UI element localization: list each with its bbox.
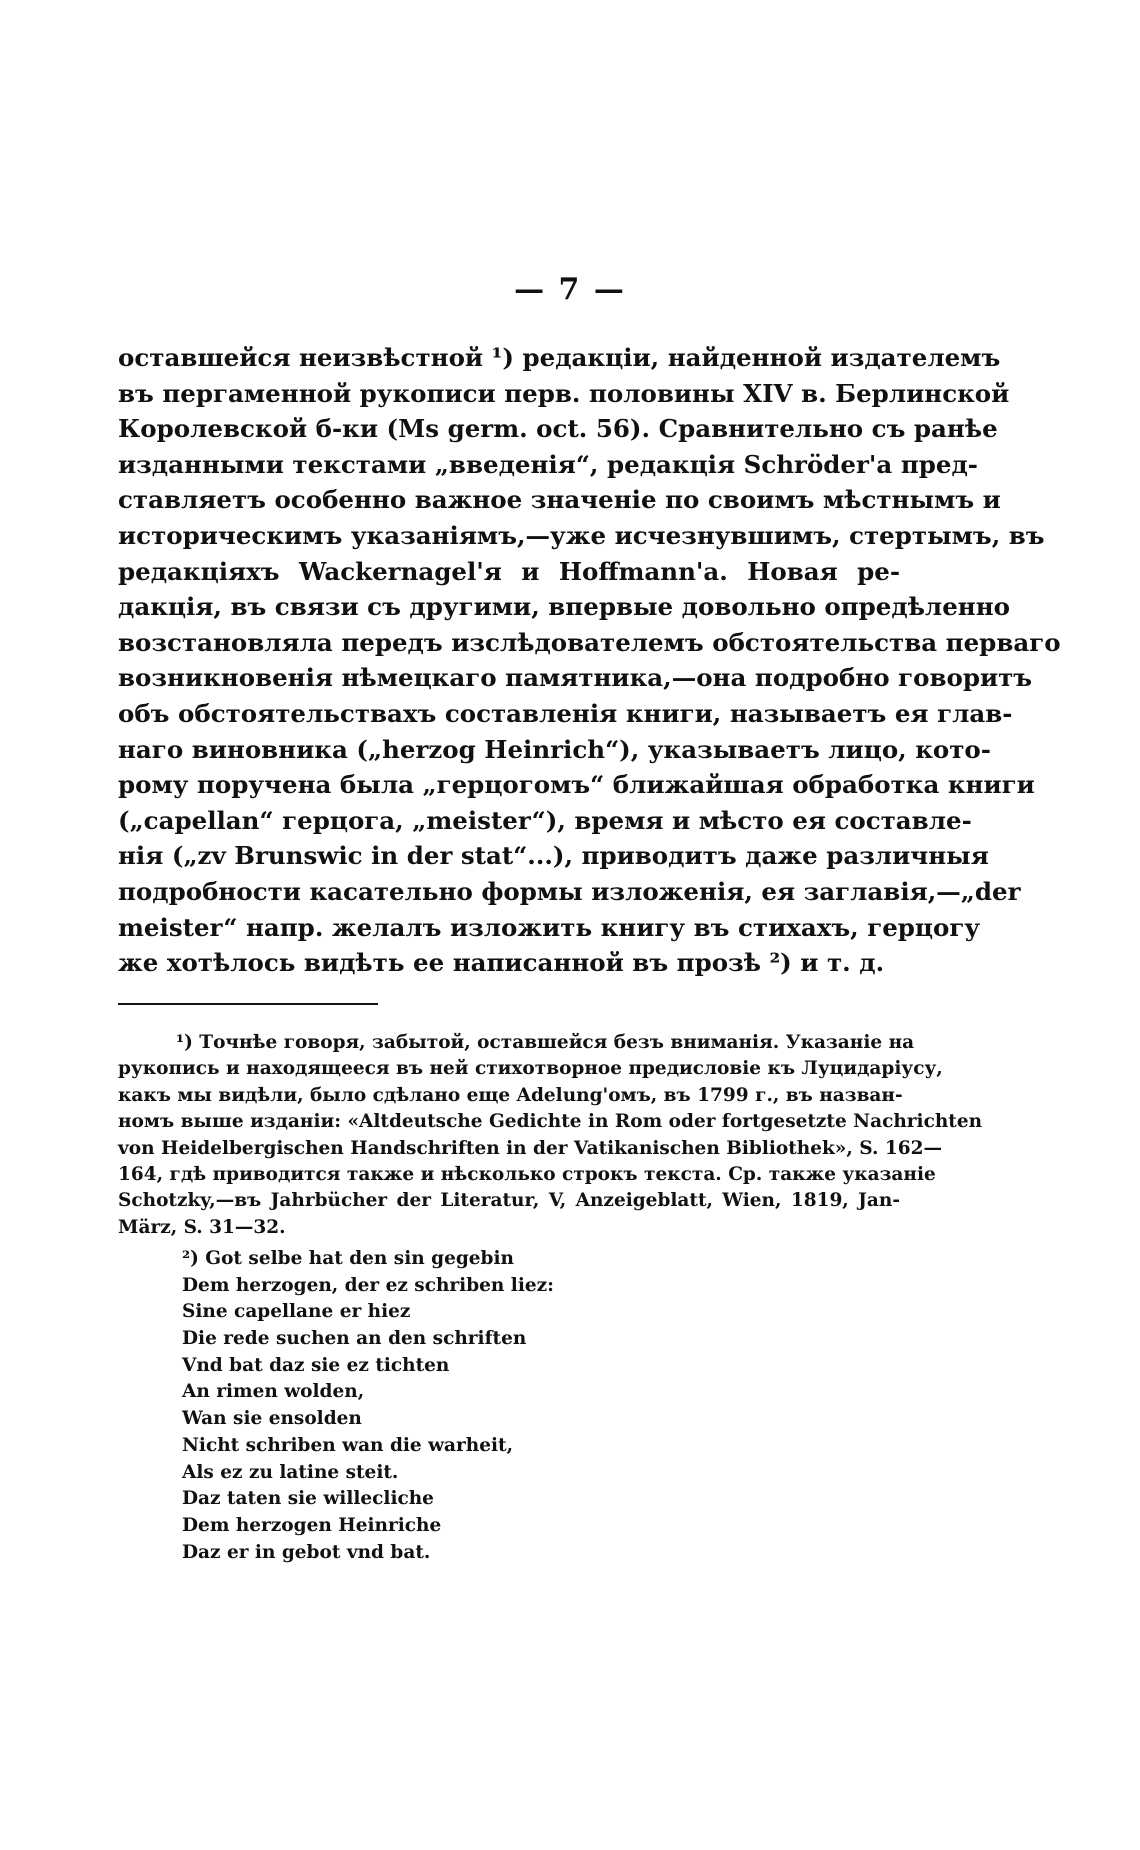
poem-line: Die rede suchen an den schriften — [182, 1328, 527, 1350]
text-line: рому поручена была „герцогомъ“ ближайшая обработка книги — [118, 770, 1035, 800]
footnote-line: номъ выше изданіи: «Altdeutsche Gedichte in Rom oder fortgesetzte Nachrichten — [118, 1111, 983, 1133]
text-line: возникновенія нѣмецкаго памятника,—она подробно говоритъ — [118, 663, 1033, 693]
text-line: Королевской б-ки (Ms germ. oct. 56). Сравнительно съ ранѣе — [118, 414, 998, 444]
footnote-line: 164, гдѣ приводится также и нѣсколько строкъ текста. Ср. также указаніе — [118, 1163, 936, 1185]
text-line: („capellan“ герцога, „meister“), время и мѣсто ея составле- — [118, 805, 972, 835]
poem-line: Vnd bat daz sie ez tichten — [182, 1354, 450, 1376]
footnote-divider — [118, 1003, 378, 1005]
poem-line: Daz er in gebot vnd bat. — [182, 1541, 431, 1563]
text-line: объ обстоятельствахъ составленія книги, называетъ ея глав- — [118, 698, 1013, 728]
poem-line: Als ez zu latine steit. — [182, 1461, 399, 1483]
text-line: оставшейся неизвѣстной ¹) редакціи, найденной издателемъ — [118, 343, 1001, 372]
text-line: редакціяхъ Wackernagel'я и Hoffmann'а. Новая ре- — [118, 556, 900, 586]
main-text-block — [118, 340, 1061, 981]
footnote-line: Schotzky,—въ Jahrbücher der Literatur, V, Anzeigeblatt, Wien, 1819, Jan- — [118, 1190, 900, 1212]
text-line: ставляетъ особенно важное значеніе по своимъ мѣстнымъ и — [118, 485, 1001, 515]
poem-line: Dem herzogen Heinriche — [182, 1514, 442, 1536]
poem-line: An rimen wolden, — [182, 1381, 365, 1403]
poem-line: ²) Got selbe hat den sin gegebin — [182, 1248, 514, 1269]
text-line: историческимъ указаніямъ,—уже исчезнувшимъ, стертымъ, въ — [118, 520, 1045, 550]
text-line: нія („zv Brunswic in der stat“...), приводитъ даже различныя — [118, 841, 989, 871]
text-line: же хотѣлось видѣть ее написанной въ прозѣ ²) и т. д. — [118, 948, 885, 978]
text-line: возстановляла передъ изслѣдователемъ обстоятельства перваго — [118, 627, 1061, 657]
footnote-1 — [118, 1030, 983, 1241]
text-line: meister“ напр. желалъ изложить книгу въ стихахъ, герцогу — [118, 912, 981, 942]
text-line: въ пергаменной рукописи перв. половины XIV в. Берлинской — [118, 378, 1010, 408]
page-number: — 7 — — [514, 272, 626, 307]
poem-line: Dem herzogen, der ez schriben liez: — [182, 1274, 554, 1296]
footnote-line: März, S. 31—32. — [118, 1216, 286, 1238]
footnote-line: ¹) Точнѣе говоря, забытой, оставшейся безъ вниманія. Указаніе на — [176, 1032, 915, 1053]
poem-line: Wan sie ensolden — [182, 1408, 362, 1430]
text-line: дакція, въ связи съ другими, впервые довольно опредѣленно — [118, 592, 1011, 622]
footnote-line: рукопись и находящееся въ ней стихотворное предисловіе къ Луцидаріусу, — [118, 1058, 943, 1080]
footnote-line: von Heidelbergischen Handschriften in der Vatikanischen Bibliothek», S. 162— — [118, 1137, 942, 1159]
poem-line: Daz taten sie willecliche — [182, 1488, 434, 1510]
text-line: наго виновника („herzog Heinrich“), указываетъ лицо, кото- — [118, 734, 991, 764]
text-line: изданными текстами „введенія“, редакція Schröder'а пред- — [118, 449, 978, 479]
poem-line: Nicht schriben wan die warheit, — [182, 1434, 514, 1456]
footnote-line: какъ мы видѣли, было сдѣлано еще Adelung'омъ, въ 1799 г., въ назван- — [118, 1084, 903, 1106]
text-line: подробности касательно формы изложенія, ея заглавія,—„der — [118, 876, 1021, 906]
footnote-2-poem — [182, 1246, 882, 1566]
poem-line: Sine capellane er hiez — [182, 1301, 411, 1323]
